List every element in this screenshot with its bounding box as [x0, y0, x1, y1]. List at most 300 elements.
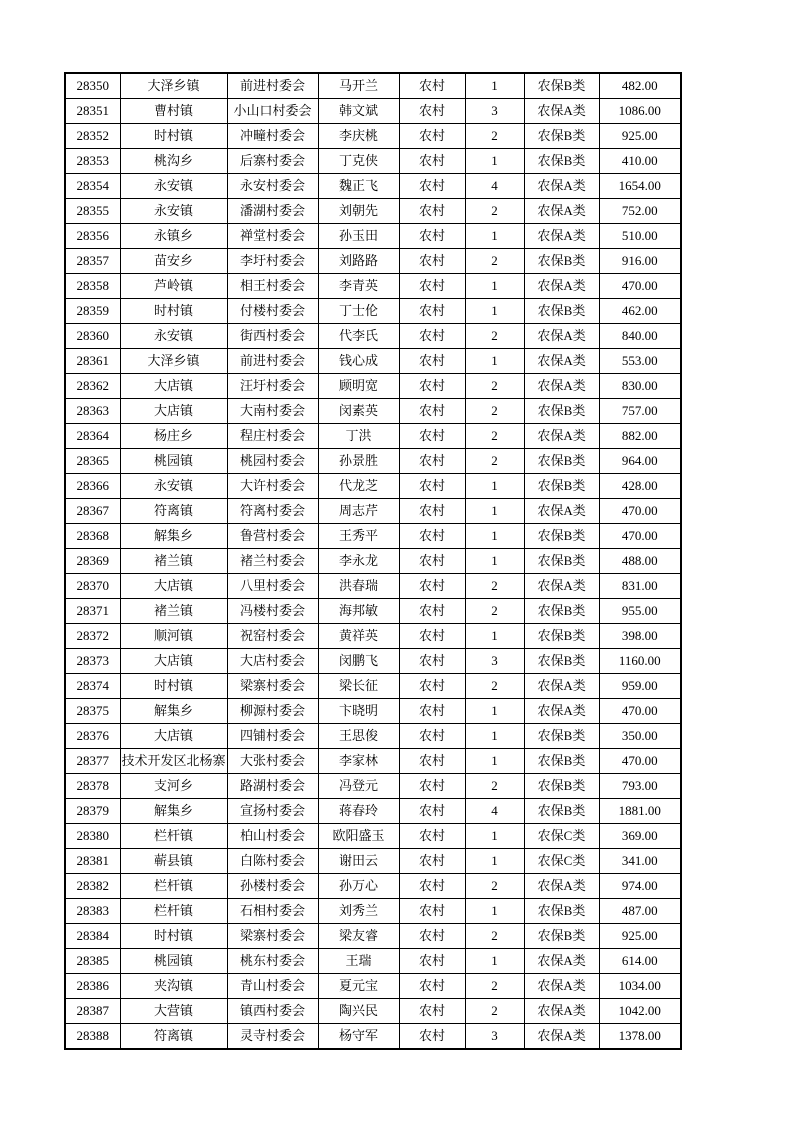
cell-record-id: 28372 [65, 624, 120, 649]
cell-residence-type: 农村 [399, 574, 465, 599]
document-page [64, 72, 682, 1050]
cell-residence-type: 农村 [399, 849, 465, 874]
cell-record-id: 28365 [65, 449, 120, 474]
cell-person-name: 顾明宽 [318, 374, 399, 399]
cell-village-committee: 鲁营村委会 [227, 524, 318, 549]
cell-insurance-category: 农保B类 [524, 124, 599, 149]
cell-amount: 882.00 [599, 424, 681, 449]
cell-member-count: 2 [465, 324, 524, 349]
cell-record-id: 28367 [65, 499, 120, 524]
cell-amount: 1034.00 [599, 974, 681, 999]
cell-record-id: 28387 [65, 999, 120, 1024]
table-row [65, 524, 681, 549]
table-row [65, 374, 681, 399]
cell-residence-type: 农村 [399, 624, 465, 649]
cell-residence-type: 农村 [399, 874, 465, 899]
cell-residence-type: 农村 [399, 249, 465, 274]
cell-member-count: 2 [465, 999, 524, 1024]
cell-village-committee: 柳源村委会 [227, 699, 318, 724]
cell-insurance-category: 农保C类 [524, 824, 599, 849]
cell-residence-type: 农村 [399, 674, 465, 699]
cell-insurance-category: 农保B类 [524, 474, 599, 499]
cell-person-name: 谢田云 [318, 849, 399, 874]
cell-member-count: 1 [465, 73, 524, 99]
cell-member-count: 1 [465, 474, 524, 499]
table-row [65, 274, 681, 299]
cell-member-count: 1 [465, 149, 524, 174]
cell-township: 大营镇 [120, 999, 227, 1024]
table-row [65, 999, 681, 1024]
cell-residence-type: 农村 [399, 899, 465, 924]
cell-person-name: 洪春瑞 [318, 574, 399, 599]
cell-residence-type: 农村 [399, 999, 465, 1024]
cell-village-committee: 梁寨村委会 [227, 924, 318, 949]
cell-record-id: 28370 [65, 574, 120, 599]
cell-record-id: 28384 [65, 924, 120, 949]
cell-village-committee: 相王村委会 [227, 274, 318, 299]
table-row [65, 249, 681, 274]
cell-person-name: 刘秀兰 [318, 899, 399, 924]
cell-person-name: 孙万心 [318, 874, 399, 899]
cell-record-id: 28381 [65, 849, 120, 874]
table-row [65, 924, 681, 949]
table-row [65, 974, 681, 999]
cell-person-name: 马开兰 [318, 73, 399, 99]
cell-amount: 964.00 [599, 449, 681, 474]
cell-township: 永安镇 [120, 199, 227, 224]
cell-residence-type: 农村 [399, 774, 465, 799]
cell-amount: 831.00 [599, 574, 681, 599]
cell-member-count: 1 [465, 624, 524, 649]
cell-township: 永安镇 [120, 474, 227, 499]
cell-member-count: 1 [465, 699, 524, 724]
cell-person-name: 刘朝先 [318, 199, 399, 224]
table-row [65, 624, 681, 649]
cell-record-id: 28350 [65, 73, 120, 99]
table-row [65, 899, 681, 924]
cell-township: 栏杆镇 [120, 899, 227, 924]
table-row [65, 574, 681, 599]
cell-record-id: 28352 [65, 124, 120, 149]
cell-amount: 510.00 [599, 224, 681, 249]
cell-village-committee: 石相村委会 [227, 899, 318, 924]
cell-residence-type: 农村 [399, 149, 465, 174]
cell-member-count: 2 [465, 574, 524, 599]
cell-record-id: 28368 [65, 524, 120, 549]
cell-amount: 757.00 [599, 399, 681, 424]
cell-village-committee: 孙楼村委会 [227, 874, 318, 899]
cell-amount: 1654.00 [599, 174, 681, 199]
cell-member-count: 4 [465, 799, 524, 824]
cell-amount: 470.00 [599, 699, 681, 724]
cell-record-id: 28356 [65, 224, 120, 249]
cell-insurance-category: 农保B类 [524, 549, 599, 574]
cell-township: 栏杆镇 [120, 824, 227, 849]
cell-person-name: 李庆桃 [318, 124, 399, 149]
cell-member-count: 1 [465, 499, 524, 524]
cell-village-committee: 四铺村委会 [227, 724, 318, 749]
cell-record-id: 28371 [65, 599, 120, 624]
cell-insurance-category: 农保A类 [524, 99, 599, 124]
cell-insurance-category: 农保B类 [524, 749, 599, 774]
cell-village-committee: 冲疃村委会 [227, 124, 318, 149]
cell-amount: 925.00 [599, 124, 681, 149]
cell-member-count: 2 [465, 924, 524, 949]
cell-record-id: 28374 [65, 674, 120, 699]
table-row [65, 299, 681, 324]
cell-township: 永安镇 [120, 324, 227, 349]
cell-insurance-category: 农保B类 [524, 599, 599, 624]
cell-township: 夹沟镇 [120, 974, 227, 999]
cell-record-id: 28358 [65, 274, 120, 299]
cell-residence-type: 农村 [399, 399, 465, 424]
cell-person-name: 蒋春玲 [318, 799, 399, 824]
table-row [65, 199, 681, 224]
cell-record-id: 28377 [65, 749, 120, 774]
cell-township: 支河乡 [120, 774, 227, 799]
cell-village-committee: 冯楼村委会 [227, 599, 318, 624]
cell-member-count: 2 [465, 449, 524, 474]
cell-village-committee: 前进村委会 [227, 73, 318, 99]
cell-insurance-category: 农保B类 [524, 449, 599, 474]
table-row [65, 174, 681, 199]
cell-record-id: 28364 [65, 424, 120, 449]
cell-township: 符离镇 [120, 1024, 227, 1050]
cell-residence-type: 农村 [399, 524, 465, 549]
cell-member-count: 2 [465, 674, 524, 699]
cell-insurance-category: 农保A类 [524, 374, 599, 399]
cell-record-id: 28382 [65, 874, 120, 899]
cell-member-count: 2 [465, 874, 524, 899]
cell-member-count: 1 [465, 349, 524, 374]
cell-person-name: 周志芹 [318, 499, 399, 524]
cell-member-count: 2 [465, 974, 524, 999]
cell-record-id: 28380 [65, 824, 120, 849]
cell-person-name: 孙景胜 [318, 449, 399, 474]
cell-village-committee: 大店村委会 [227, 649, 318, 674]
cell-township: 杨庄乡 [120, 424, 227, 449]
cell-township: 时村镇 [120, 924, 227, 949]
cell-amount: 959.00 [599, 674, 681, 699]
table-row [65, 124, 681, 149]
cell-insurance-category: 农保A类 [524, 699, 599, 724]
table-row [65, 149, 681, 174]
cell-person-name: 魏正飞 [318, 174, 399, 199]
cell-township: 栏杆镇 [120, 874, 227, 899]
cell-person-name: 王秀平 [318, 524, 399, 549]
cell-residence-type: 农村 [399, 949, 465, 974]
cell-amount: 341.00 [599, 849, 681, 874]
table-row [65, 749, 681, 774]
table-row [65, 599, 681, 624]
cell-person-name: 孙玉田 [318, 224, 399, 249]
cell-member-count: 2 [465, 199, 524, 224]
cell-member-count: 3 [465, 649, 524, 674]
cell-township: 技术开发区北杨寨 [120, 749, 227, 774]
cell-record-id: 28362 [65, 374, 120, 399]
cell-residence-type: 农村 [399, 474, 465, 499]
cell-township: 大店镇 [120, 399, 227, 424]
cell-amount: 925.00 [599, 924, 681, 949]
cell-insurance-category: 农保B类 [524, 724, 599, 749]
cell-amount: 369.00 [599, 824, 681, 849]
cell-amount: 1378.00 [599, 1024, 681, 1050]
cell-person-name: 冯登元 [318, 774, 399, 799]
cell-township: 时村镇 [120, 299, 227, 324]
cell-record-id: 28359 [65, 299, 120, 324]
cell-village-committee: 梁寨村委会 [227, 674, 318, 699]
cell-member-count: 1 [465, 299, 524, 324]
cell-township: 大店镇 [120, 724, 227, 749]
table-row [65, 1024, 681, 1050]
cell-record-id: 28385 [65, 949, 120, 974]
cell-residence-type: 农村 [399, 824, 465, 849]
cell-village-committee: 宣扬村委会 [227, 799, 318, 824]
cell-insurance-category: 农保A类 [524, 224, 599, 249]
cell-record-id: 28355 [65, 199, 120, 224]
cell-member-count: 1 [465, 524, 524, 549]
table-row [65, 99, 681, 124]
cell-member-count: 1 [465, 549, 524, 574]
table-row [65, 474, 681, 499]
cell-village-committee: 灵寺村委会 [227, 1024, 318, 1050]
cell-person-name: 韩文斌 [318, 99, 399, 124]
cell-record-id: 28386 [65, 974, 120, 999]
cell-township: 桃沟乡 [120, 149, 227, 174]
cell-residence-type: 农村 [399, 599, 465, 624]
cell-member-count: 3 [465, 99, 524, 124]
cell-village-committee: 大南村委会 [227, 399, 318, 424]
cell-amount: 830.00 [599, 374, 681, 399]
cell-village-committee: 禅堂村委会 [227, 224, 318, 249]
cell-village-committee: 潘湖村委会 [227, 199, 318, 224]
cell-person-name: 代龙芝 [318, 474, 399, 499]
cell-member-count: 2 [465, 374, 524, 399]
cell-insurance-category: 农保B类 [524, 399, 599, 424]
cell-village-committee: 桃东村委会 [227, 949, 318, 974]
cell-township: 时村镇 [120, 124, 227, 149]
cell-insurance-category: 农保B类 [524, 899, 599, 924]
table-row [65, 549, 681, 574]
cell-township: 大店镇 [120, 374, 227, 399]
cell-amount: 840.00 [599, 324, 681, 349]
cell-member-count: 1 [465, 224, 524, 249]
cell-person-name: 海邦敏 [318, 599, 399, 624]
cell-insurance-category: 农保A类 [524, 674, 599, 699]
cell-member-count: 1 [465, 949, 524, 974]
cell-person-name: 杨守军 [318, 1024, 399, 1050]
cell-amount: 470.00 [599, 524, 681, 549]
cell-insurance-category: 农保A类 [524, 949, 599, 974]
benefits-table [64, 72, 682, 1050]
cell-residence-type: 农村 [399, 174, 465, 199]
cell-person-name: 欧阳盛玉 [318, 824, 399, 849]
cell-village-committee: 符离村委会 [227, 499, 318, 524]
table-row [65, 649, 681, 674]
cell-township: 解集乡 [120, 699, 227, 724]
cell-record-id: 28375 [65, 699, 120, 724]
cell-amount: 614.00 [599, 949, 681, 974]
cell-township: 桃园镇 [120, 449, 227, 474]
cell-amount: 1086.00 [599, 99, 681, 124]
cell-person-name: 黄祥英 [318, 624, 399, 649]
cell-amount: 793.00 [599, 774, 681, 799]
cell-township: 大店镇 [120, 574, 227, 599]
cell-amount: 462.00 [599, 299, 681, 324]
cell-residence-type: 农村 [399, 124, 465, 149]
cell-person-name: 丁克侠 [318, 149, 399, 174]
cell-member-count: 1 [465, 274, 524, 299]
table-row [65, 449, 681, 474]
cell-township: 蕲县镇 [120, 849, 227, 874]
cell-insurance-category: 农保B类 [524, 524, 599, 549]
cell-village-committee: 大许村委会 [227, 474, 318, 499]
table-row [65, 324, 681, 349]
cell-record-id: 28376 [65, 724, 120, 749]
cell-person-name: 钱心成 [318, 349, 399, 374]
cell-record-id: 28361 [65, 349, 120, 374]
cell-village-committee: 前进村委会 [227, 349, 318, 374]
cell-residence-type: 农村 [399, 299, 465, 324]
cell-record-id: 28351 [65, 99, 120, 124]
cell-record-id: 28388 [65, 1024, 120, 1050]
table-row [65, 799, 681, 824]
cell-insurance-category: 农保A类 [524, 174, 599, 199]
cell-member-count: 2 [465, 774, 524, 799]
cell-residence-type: 农村 [399, 349, 465, 374]
cell-record-id: 28373 [65, 649, 120, 674]
cell-township: 褚兰镇 [120, 599, 227, 624]
cell-insurance-category: 农保B类 [524, 924, 599, 949]
table-row [65, 73, 681, 99]
cell-village-committee: 镇西村委会 [227, 999, 318, 1024]
cell-record-id: 28369 [65, 549, 120, 574]
cell-residence-type: 农村 [399, 749, 465, 774]
cell-person-name: 王瑞 [318, 949, 399, 974]
table-row [65, 499, 681, 524]
cell-residence-type: 农村 [399, 374, 465, 399]
table-row [65, 874, 681, 899]
cell-township: 苗安乡 [120, 249, 227, 274]
cell-township: 芦岭镇 [120, 274, 227, 299]
cell-record-id: 28379 [65, 799, 120, 824]
cell-residence-type: 农村 [399, 649, 465, 674]
cell-village-committee: 大张村委会 [227, 749, 318, 774]
cell-record-id: 28366 [65, 474, 120, 499]
cell-residence-type: 农村 [399, 974, 465, 999]
cell-village-committee: 付楼村委会 [227, 299, 318, 324]
cell-insurance-category: 农保C类 [524, 849, 599, 874]
cell-member-count: 2 [465, 249, 524, 274]
cell-township: 曹村镇 [120, 99, 227, 124]
cell-insurance-category: 农保B类 [524, 73, 599, 99]
cell-person-name: 卞晓明 [318, 699, 399, 724]
cell-township: 解集乡 [120, 524, 227, 549]
cell-person-name: 闵素英 [318, 399, 399, 424]
table-row [65, 699, 681, 724]
cell-member-count: 1 [465, 749, 524, 774]
cell-amount: 752.00 [599, 199, 681, 224]
cell-residence-type: 农村 [399, 424, 465, 449]
table-row [65, 349, 681, 374]
cell-person-name: 丁洪 [318, 424, 399, 449]
cell-amount: 1160.00 [599, 649, 681, 674]
cell-village-committee: 桃园村委会 [227, 449, 318, 474]
cell-amount: 482.00 [599, 73, 681, 99]
table-row [65, 774, 681, 799]
cell-amount: 398.00 [599, 624, 681, 649]
cell-record-id: 28363 [65, 399, 120, 424]
table-row [65, 949, 681, 974]
cell-village-committee: 青山村委会 [227, 974, 318, 999]
cell-amount: 350.00 [599, 724, 681, 749]
cell-member-count: 1 [465, 899, 524, 924]
cell-township: 桃园镇 [120, 949, 227, 974]
cell-person-name: 李青英 [318, 274, 399, 299]
cell-village-committee: 后寨村委会 [227, 149, 318, 174]
cell-village-committee: 褚兰村委会 [227, 549, 318, 574]
cell-insurance-category: 农保A类 [524, 874, 599, 899]
cell-residence-type: 农村 [399, 199, 465, 224]
cell-insurance-category: 农保A类 [524, 349, 599, 374]
cell-amount: 1042.00 [599, 999, 681, 1024]
cell-village-committee: 永安村委会 [227, 174, 318, 199]
cell-residence-type: 农村 [399, 549, 465, 574]
cell-amount: 916.00 [599, 249, 681, 274]
cell-township: 褚兰镇 [120, 549, 227, 574]
cell-person-name: 刘路路 [318, 249, 399, 274]
cell-township: 永安镇 [120, 174, 227, 199]
cell-record-id: 28378 [65, 774, 120, 799]
cell-residence-type: 农村 [399, 224, 465, 249]
table-row [65, 724, 681, 749]
cell-residence-type: 农村 [399, 499, 465, 524]
cell-residence-type: 农村 [399, 449, 465, 474]
cell-member-count: 1 [465, 724, 524, 749]
cell-village-committee: 小山口村委会 [227, 99, 318, 124]
cell-township: 永镇乡 [120, 224, 227, 249]
cell-insurance-category: 农保A类 [524, 274, 599, 299]
cell-member-count: 1 [465, 824, 524, 849]
cell-member-count: 2 [465, 424, 524, 449]
cell-residence-type: 农村 [399, 73, 465, 99]
cell-insurance-category: 农保A类 [524, 199, 599, 224]
cell-amount: 470.00 [599, 499, 681, 524]
cell-record-id: 28360 [65, 324, 120, 349]
cell-amount: 470.00 [599, 274, 681, 299]
cell-village-committee: 祝窑村委会 [227, 624, 318, 649]
cell-village-committee: 路湖村委会 [227, 774, 318, 799]
cell-insurance-category: 农保A类 [524, 499, 599, 524]
cell-member-count: 1 [465, 849, 524, 874]
cell-member-count: 2 [465, 599, 524, 624]
table-body [65, 73, 681, 1049]
cell-record-id: 28383 [65, 899, 120, 924]
cell-residence-type: 农村 [399, 274, 465, 299]
cell-insurance-category: 农保B类 [524, 149, 599, 174]
cell-person-name: 夏元宝 [318, 974, 399, 999]
cell-township: 大泽乡镇 [120, 349, 227, 374]
cell-township: 解集乡 [120, 799, 227, 824]
cell-insurance-category: 农保A类 [524, 999, 599, 1024]
cell-amount: 955.00 [599, 599, 681, 624]
cell-amount: 428.00 [599, 474, 681, 499]
cell-insurance-category: 农保A类 [524, 1024, 599, 1050]
cell-person-name: 陶兴民 [318, 999, 399, 1024]
cell-township: 大泽乡镇 [120, 73, 227, 99]
cell-amount: 470.00 [599, 749, 681, 774]
cell-township: 符离镇 [120, 499, 227, 524]
